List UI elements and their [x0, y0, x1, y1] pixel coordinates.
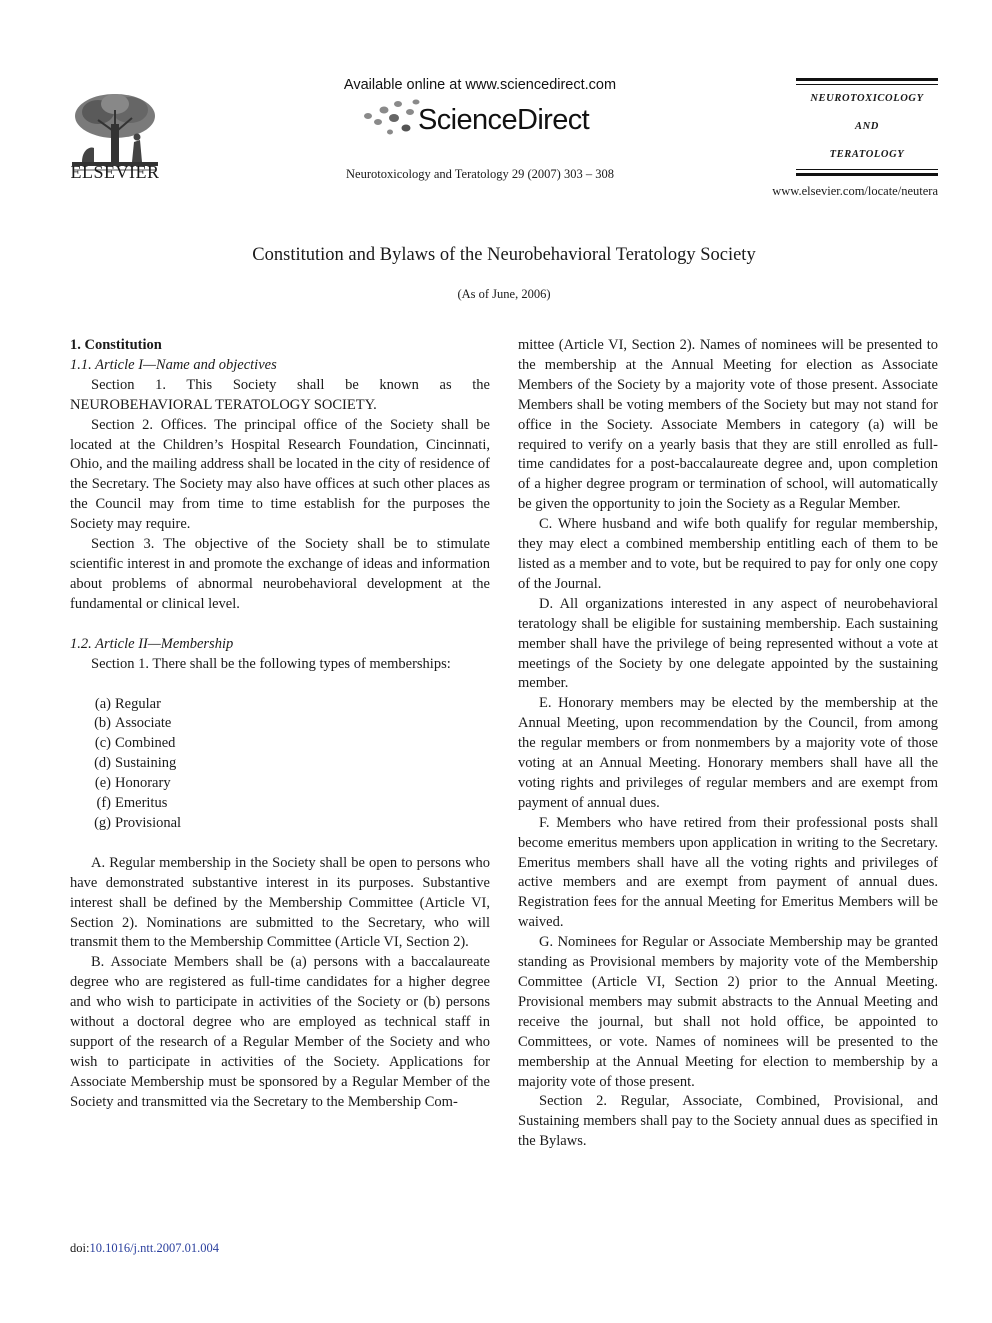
journal-name-line-3: TERATOLOGY: [829, 149, 905, 160]
doi-line: [70, 1241, 219, 1256]
membership-types-list: [85, 695, 490, 834]
paragraph-combined-membership: C. Where husband and wife both qualify for regular membership, they may elect a combined membership entitling each of them to be listed as a member and to vote, but be required to pay for only one copy of the Journal.: [518, 516, 938, 592]
sciencedirect-wordmark: ScienceDirect: [418, 104, 590, 136]
list-item: (g) Provisional: [94, 814, 182, 831]
paragraph-section-3-objective: Section 3. The objective of the Society shall be to stimulate scientific interest in and promote the exchange of ideas and information about problems of abnormal neurobehavioral development at the fundamental or clinical level.: [70, 536, 490, 612]
list-item: (f) Emeritus: [96, 795, 168, 812]
subsection-heading-article-2: 1.2. Article II—Membership: [70, 635, 234, 652]
paragraph-sustaining-membership: D. All organizations interested in any aspect of neurobehavioral teratology shall be eligible for sustaining membership. Each sustaining member shall have the privilege of being represented without a vote at meetings of the Society by one delegate appointed by the sustaining member.: [518, 595, 938, 692]
journal-url[interactable]: www.elsevier.com/locate/neutera: [772, 184, 938, 198]
right-column: [518, 336, 938, 1152]
journal-name-line-1: NEUROTOXICOLOGY: [810, 93, 924, 104]
list-item: (a) Regular: [94, 695, 161, 712]
paragraph-honorary-members: E. Honorary members may be elected by the membership at the Annual Meeting, upon recommendation by the Council, from among the regular members or from nonmembers by a majority vote of those voting at an Annual Meeting. Honorary members shall have all the voting rights and privileges of regular members and are exempt from payment of annual dues.: [518, 695, 938, 811]
list-item: (e) Honorary: [94, 775, 171, 792]
paragraph-provisional-members: G. Nominees for Regular or Associate Membership may be granted standing as Provisional members by majority vote of the Membership Committee (Article VI, Section 2) prior to the Annual Meeting. Provisional members may submit abstracts to the Annual Meeting and receive the journal, but shall not hold office, be appointed to Committees, or vote. Names of nominees will be presented to the membership at the Annual Meeting for election to membership by a majority vote of those present.: [518, 934, 938, 1090]
article-title: Constitution and Bylaws of the Neurobehavioral Teratology Society: [252, 245, 756, 265]
section-heading-constitution: 1. Constitution: [70, 337, 162, 353]
left-column: [70, 336, 490, 1113]
article-date: (As of June, 2006): [457, 287, 551, 301]
doi-prefix: doi:: [70, 1241, 90, 1255]
journal-rule-top-thin: [796, 84, 938, 85]
journal-rule-top: [796, 78, 938, 81]
journal-name-line-2: AND: [855, 121, 879, 132]
journal-title-block: [796, 78, 938, 178]
paragraph-section-2-offices: Section 2. Offices. The principal office of the Society shall be located at the Children’s Hospital Research Foundation, Cincinnati, Ohio, and the mailing address shall be located in the city of residence of the Secretary. The Society may also have offices at such other places as the Council may from time to time establish for the purposes the Society may require.: [70, 416, 490, 533]
paragraph-section-1: Section 1. This Society shall be known as the NEUROBEHAVIORAL TERATOLOGY SOCIETY.: [70, 376, 490, 413]
subsection-heading-article-1: 1.1. Article I—Name and objectives: [70, 356, 277, 373]
journal-rule-bottom: [796, 173, 938, 176]
list-item: (b) Associate: [94, 715, 172, 732]
list-item: (d) Sustaining: [94, 755, 177, 772]
journal-citation: Neurotoxicology and Teratology 29 (2007) 303 – 308: [346, 167, 614, 181]
paragraph-membership-types: Section 1. There shall be the following types of memberships:: [91, 655, 451, 672]
journal-rule-bottom-thin: [796, 169, 938, 170]
paragraph-regular-membership: A. Regular membership in the Society shall be open to persons who have demonstrated substantive interest in its purposes. Substantive interest shall be defined by the Membership Committee (Article VI, Section 2). Nominations are submitted to the Secretary, who will transmit them to the Membership Committee (Article VI, Section 2).: [70, 854, 490, 951]
available-online-text: Available online at www.sciencedirect.com: [343, 77, 617, 93]
list-item: (c) Combined: [94, 735, 176, 752]
publisher-name: ELSEVIER: [70, 162, 160, 182]
paragraph-emeritus-members: F. Members who have retired from their professional posts shall become emeritus members upon application in writing to the Secretary. Emeritus members shall have all the voting rights and privileges of active members and are exempt from payment of annual dues. Registration fees for the annual Meeting for Emeritus Members will be waived.: [518, 814, 938, 931]
paragraph-associate-members: B. Associate Members shall be (a) persons with a baccalaureate degree who are registered as full-time candidates for a higher degree and who wish to participate in activities of the Society or (b) persons without a doctoral degree who are employed as technical staff in support of the research of a Regular Member of the Society and who wish to participate in activities of the Society. Applications for Associate Membership must be sponsored by a Regular Member of the Society and transmitted via the Secretary to the Membership Com-: [70, 954, 490, 1110]
doi-link[interactable]: 10.1016/j.ntt.2007.01.004: [89, 1241, 219, 1255]
paragraph-section-2-dues: Section 2. Regular, Associate, Combined, Provisional, and Sustaining members shall pay to the Society annual dues as specified in the Bylaws.: [518, 1093, 938, 1150]
paragraph-associate-members-continued: mittee (Article VI, Section 2). Names of nominees will be presented to the membership at the Annual Meeting for election as Associate Members of the Society by a majority vote of those present. Associate Members shall be voting members of the Society but may not stand for office in the Society. Associate Members in category (a) will be required to verify on a yearly basis that they are still enrolled as full-time candidates for a post-baccalaureate degree and, upon completion of a higher degree program or termination of school, will automatically be given the opportunity to join the Society as a Regular Member.: [518, 337, 938, 513]
